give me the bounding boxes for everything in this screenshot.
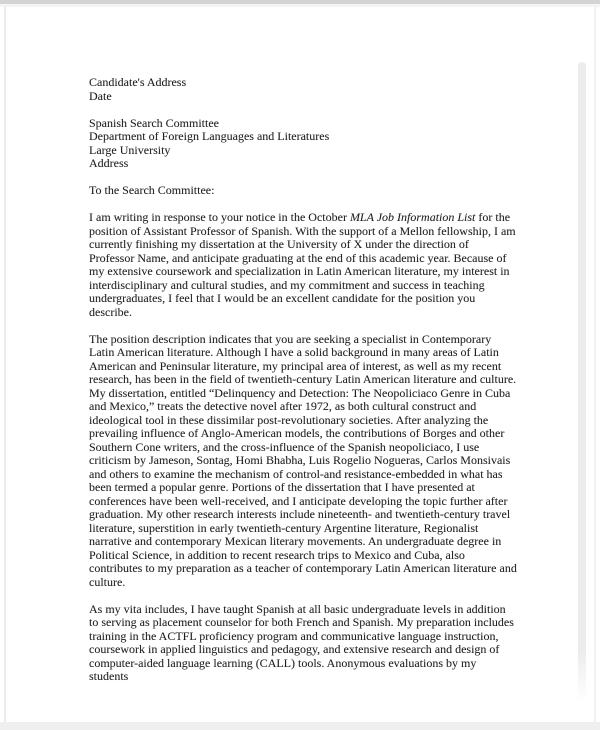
sender-address-line: Candidate's Address <box>89 75 187 89</box>
recipient-line-department: Department of Foreign Languages and Literatures <box>89 129 330 143</box>
recipient-line-university: Large University <box>89 142 171 157</box>
publication-title-italic: MLA Job Information List <box>349 210 476 224</box>
recipient-line-address: Address <box>89 156 129 170</box>
recipient-line-committee: Spanish Search Committee <box>89 115 219 130</box>
sender-block <box>89 76 517 103</box>
scrollbar-thumb[interactable] <box>578 62 586 702</box>
page-left-edge-line <box>4 7 6 722</box>
salutation: To the Search Committee: <box>89 183 215 197</box>
page-right-edge-line <box>594 7 596 722</box>
body-paragraph-2: The position description indicates that you are seeking a specialist in Contemporary Latin American literature. Although I have a solid background in many areas of Latin American and Peninsular literature, my principal area of interest, as well as my recent research, has been in the field of twentieth-century Latin American literature and culture. My dissertation, entitled “Delinquency and Detection: The Neopoliciaco Genre in Cuba and Mexico,” treats the detective novel after 1972, as both cultural construct and ideological tool in these dissimilar post-revolutionary societies. After analyzing the prevailing influence of Anglo-American models, the contributions of Borges and other Southern Cone writers, and the cross-influence of the Spanish neopoliciaco, I use criticism by Jameson, Sontag, Homi Bhabha, Luis Rogelio Nogueras, Carlos Monsivais and others to examine the mechanism of control-and resistance-embedded in what has been termed a popular genre. Portions of the dissertation that I have presented at conferences have been well-received, and I anticipate developing the topic further after graduation. My other research interests include nineteenth- and twentieth-century travel literature, superstition in early twentieth-century Argentine literature, Regionalist narrative and contemporary Mexican literary movements. An undergraduate degree in Political Science, in addition to recent research trips to Mexico and Cuba, also contributes to my preparation as a teacher of contemporary Latin American literature and culture. <box>89 331 517 589</box>
paragraph-1-text-before: I am writing in response to your notice in the October <box>89 210 350 224</box>
body-paragraph-1 <box>89 211 517 319</box>
top-border-highlight <box>0 4 600 7</box>
bottom-border-bar <box>0 722 600 730</box>
paragraph-1-text-after: for the position of Assistant Professor of Spanish. With the support of a Mellon fellowship, I am currently finishing my dissertation at the University of X under the direction of Professor Name, and anticipate graduating at the end of this academic year. Because of my extensive coursework and specialization in Latin American literature, my interest in interdisciplinary and cultural studies, and my commitment and success in teaching undergraduates, I feel that I would be an excellent candidate for the position you describe. <box>89 210 516 319</box>
cover-letter <box>89 76 517 697</box>
body-paragraph-3: As my vita includes, I have taught Spanish at all basic undergraduate levels in addition to serving as placement counselor for both French and Spanish. My preparation includes training in the ACTFL proficiency program and communicative language instruction, coursework in applied linguistics and pedagogy, and extensive research and design of computer-aided language learning (CALL) tools. Anonymous evaluations by my students <box>89 601 514 683</box>
recipient-block <box>89 117 517 171</box>
date-line: Date <box>89 88 112 103</box>
